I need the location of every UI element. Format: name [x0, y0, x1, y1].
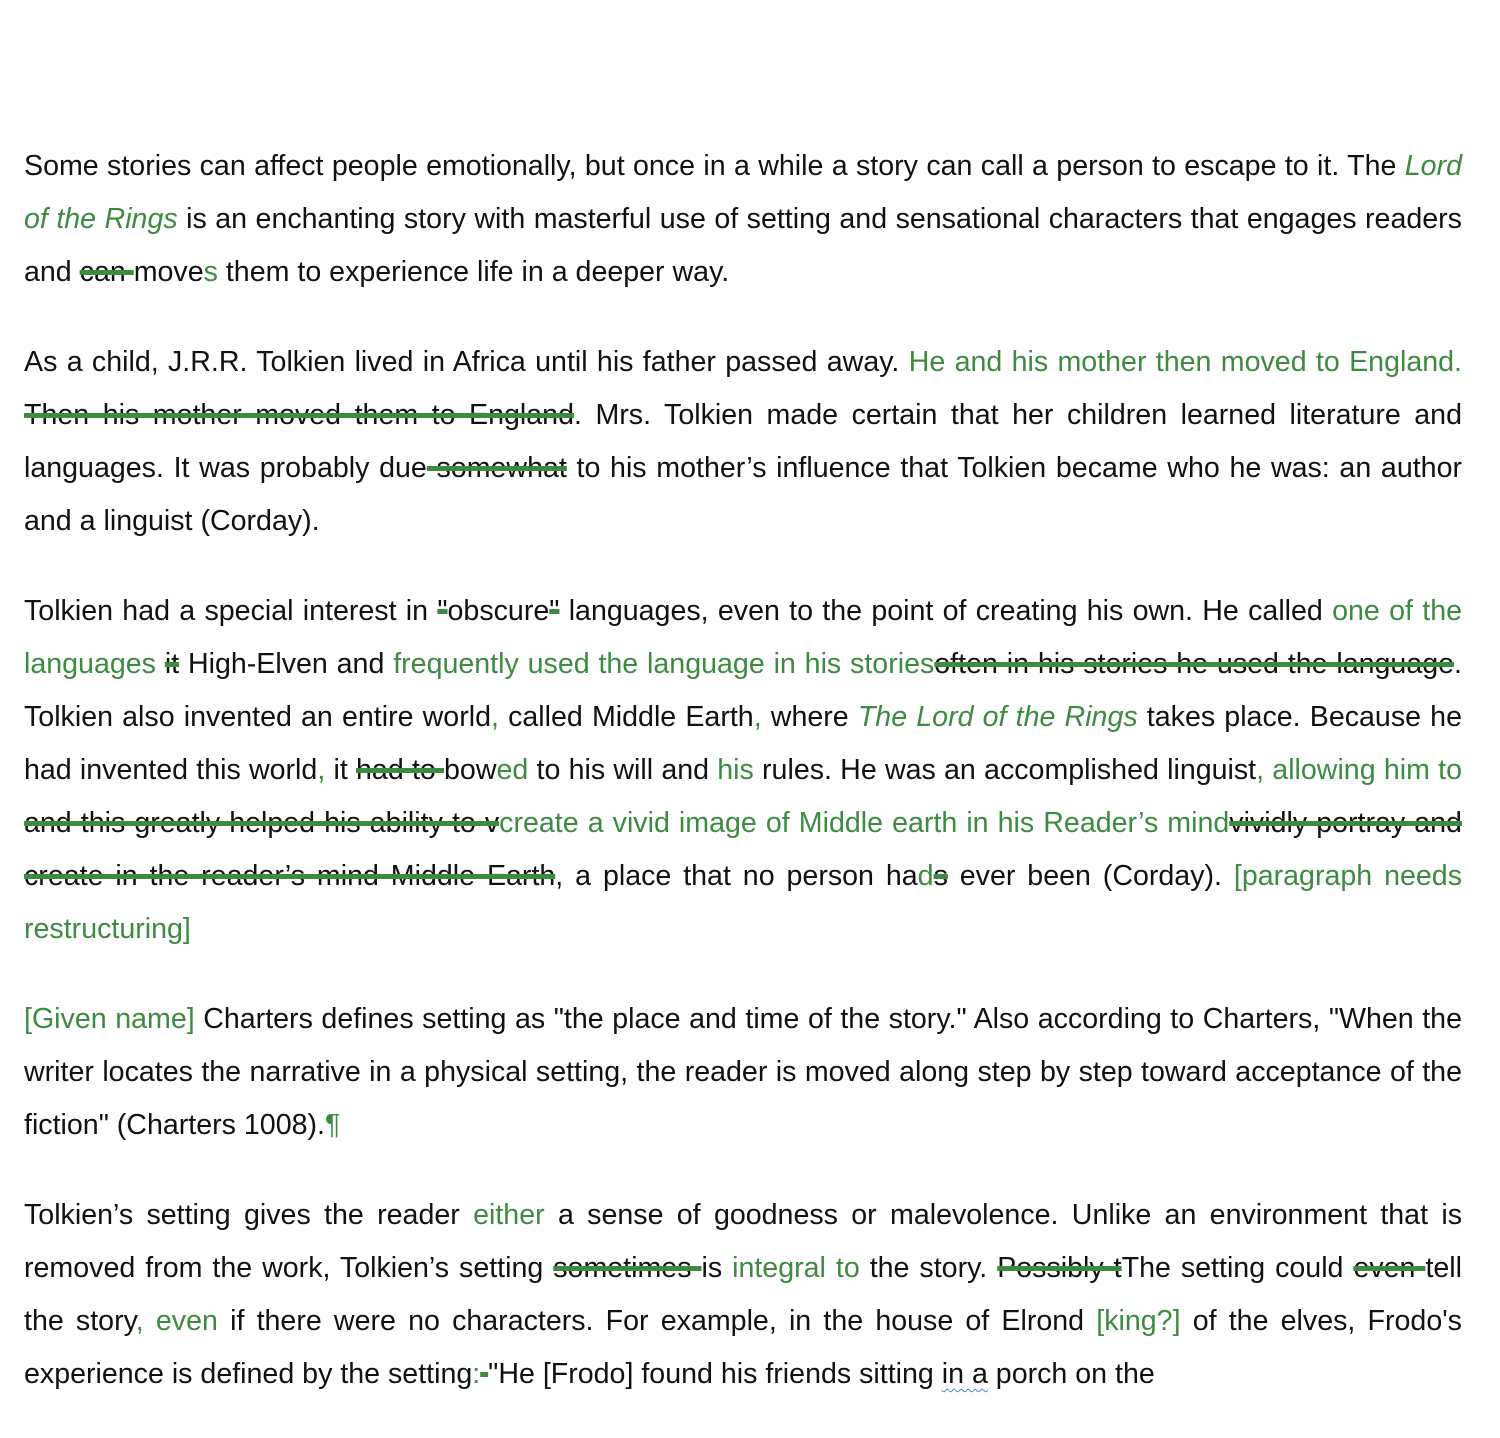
text-run: "He [Frodo] found his friends sitting [488, 1358, 942, 1390]
text-run: rules. He was an accomplished linguist [753, 754, 1257, 786]
inserted-text: , allowing him to [1256, 754, 1462, 786]
inserted-text: frequently used the language in his stories [393, 648, 935, 680]
text-run: move [133, 256, 204, 288]
inserted-text: [king?] [1096, 1305, 1181, 1337]
text-run: Charters defines setting as "the place and time of the story." Also according to Charters, "When the writer locates the narrative in a physical setting, the reader is moved along step by step toward acceptance of the fiction" (Charters 1008). [24, 1003, 1462, 1141]
inserted-text: , [753, 701, 762, 733]
deleted-text: sometimes [553, 1252, 702, 1284]
text-run: if there were no characters. For example, in the house of Elrond [217, 1305, 1097, 1337]
inserted-text: create a vivid image of Middle earth in his Reader’s mind [499, 807, 1230, 839]
spellcheck-flagged-text[interactable]: in a [941, 1358, 988, 1390]
deleted-text: Possibly t [997, 1252, 1122, 1284]
deleted-text: and this greatly helped his ability to [24, 807, 485, 839]
deleted-text: it [164, 648, 180, 680]
text-run: Tolkien’s setting gives the reader [24, 1199, 474, 1231]
inserted-text: : [472, 1358, 481, 1390]
inserted-text: his [717, 754, 754, 786]
deleted-text: Then his mother moved them to England [24, 399, 574, 431]
text-run: is an enchanting story with masterful use of setting and sensational characters that engages readers and [24, 203, 1462, 288]
paragraph-charters[interactable] [24, 993, 1462, 1152]
inserted-text: ed [496, 754, 529, 786]
document-body[interactable] [24, 140, 1462, 1438]
text-run: bow [444, 754, 497, 786]
text-run: . Mrs. Tolkien made certain that her children learned literature and languages. It was probably due [24, 399, 1462, 484]
text-run: , a place that no person ha [555, 860, 918, 892]
deleted-text: had to [356, 754, 445, 786]
text-run: it [325, 754, 357, 786]
paragraph-childhood[interactable] [24, 336, 1462, 548]
text-run: languages, even to the point of creating his own. He called [559, 595, 1333, 627]
deleted-text: v [484, 807, 500, 839]
deleted-text [480, 1358, 488, 1390]
paragraph-setting[interactable] [24, 1189, 1462, 1401]
inserted-italic-title: Lord of the Rings [24, 150, 1462, 235]
text-run: called Middle Earth [498, 701, 754, 733]
text-run: High-Elven and [179, 648, 394, 680]
deleted-text: s [933, 860, 948, 892]
inserted-text: one of the languages [24, 595, 1462, 680]
text-run: a sense of goodness or malevolence. Unlike an environment that is removed from the work, Tolkien’s setting [24, 1199, 1462, 1284]
deleted-text: even [1353, 1252, 1426, 1284]
text-run: to his will and [528, 754, 718, 786]
text-run: takes place. Because he had invented this world [24, 701, 1462, 786]
deleted-text: vividly portray and create in the reader’s mind Middle Earth [24, 807, 1462, 892]
deleted-text: can [79, 256, 134, 288]
inserted-text: s [203, 256, 218, 288]
text-run: of the elves, Frodo's experience is defined by the setting [24, 1305, 1462, 1390]
text-run: the story. [859, 1252, 998, 1284]
inserted-text: either [473, 1199, 545, 1231]
deleted-text: often in his stories he used the language [934, 648, 1455, 680]
inserted-text: , even [135, 1305, 218, 1337]
deleted-text: " [437, 595, 448, 627]
text-run: them to experience life in a deeper way. [217, 256, 730, 288]
text-run: where [761, 701, 858, 733]
inserted-text: [Given name] [24, 1003, 195, 1035]
inserted-italic-title: The Lord of the Rings [857, 701, 1138, 733]
deleted-text: " [549, 595, 560, 627]
text-run: Tolkien had a special interest in [24, 595, 438, 627]
inserted-text: integral to [732, 1252, 860, 1284]
inserted-text: He and his mother then moved to England. [908, 346, 1462, 378]
text-run: . Tolkien also invented an entire world [24, 648, 1462, 733]
text-run: ever been (Corday). [947, 860, 1234, 892]
text-run: porch on the [987, 1358, 1155, 1390]
text-run: The setting could [1121, 1252, 1354, 1284]
text-run: obscure [447, 595, 550, 627]
paragraph-languages[interactable] [24, 585, 1462, 956]
inserted-text: , [491, 701, 499, 733]
inserted-text: d [917, 860, 934, 892]
paragraph-intro[interactable] [24, 140, 1462, 299]
inserted-text: [paragraph needs restructuring] [24, 860, 1462, 945]
deleted-text: somewhat [426, 452, 567, 484]
text-run: tell the story [24, 1252, 1462, 1337]
inserted-text: , [317, 754, 326, 786]
text-run: is [701, 1252, 733, 1284]
text-run: to his mother’s influence that Tolkien became who he was: an author and a linguist (Corday). [24, 452, 1463, 537]
text-run: As a child, J.R.R. Tolkien lived in Africa until his father passed away. [24, 346, 909, 378]
text-run: Some stories can affect people emotionally, but once in a while a story can call a person to escape to it. The [24, 150, 1405, 182]
pilcrow-mark: ¶ [324, 1109, 341, 1141]
